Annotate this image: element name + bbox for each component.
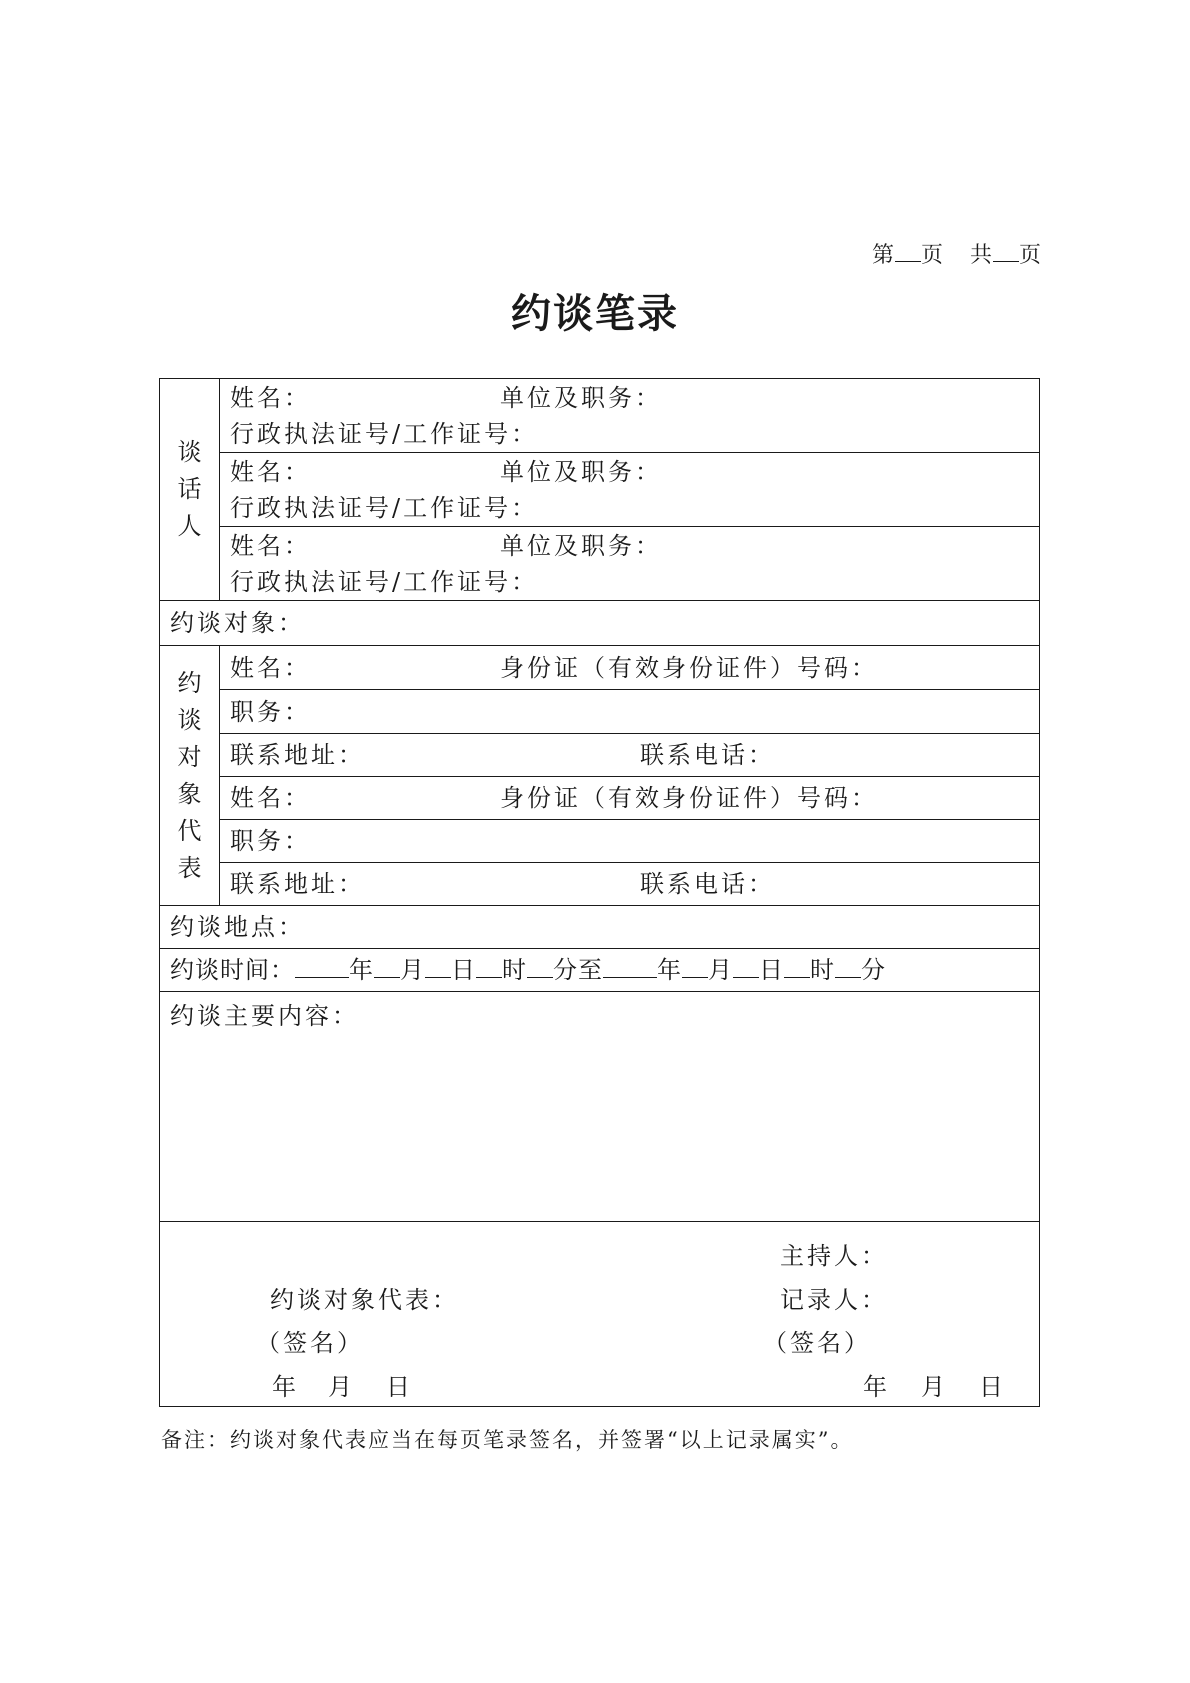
- rep-signature-label: 约谈对象代表：: [270, 1286, 459, 1314]
- start-year-unit: 年: [349, 956, 374, 984]
- end-hour-unit: 时: [810, 956, 835, 984]
- rep-2-id-label: 身份证（有效身份证件）号码：: [500, 784, 878, 812]
- rep-2-contact-row[interactable]: [220, 863, 1040, 906]
- interviewer-1-cert-label: 行政执法证号/工作证号：: [230, 419, 539, 448]
- total-suffix: 页: [1019, 243, 1043, 268]
- target-label: 约谈对象：: [170, 609, 305, 637]
- rep-1-phone-label: 联系电话：: [640, 741, 775, 769]
- total-prefix: 共: [970, 243, 994, 268]
- end-minute-blank[interactable]: [835, 957, 861, 978]
- total-pages-blank[interactable]: [993, 243, 1019, 262]
- page-number-blank[interactable]: [895, 243, 921, 262]
- interviewer-2-cert-label: 行政执法证号/工作证号：: [230, 493, 539, 522]
- document-title: 约谈笔录: [511, 291, 679, 337]
- page-counter: [872, 238, 1042, 269]
- interviewer-3-name-label: 姓名：: [230, 531, 311, 560]
- end-day-blank[interactable]: [733, 957, 759, 978]
- start-day-blank[interactable]: [425, 957, 451, 978]
- page-prefix: 第: [872, 243, 896, 268]
- interviewer-3-cert-label: 行政执法证号/工作证号：: [230, 567, 539, 596]
- start-hour-blank[interactable]: [476, 957, 502, 978]
- interviewer-1-name-label: 姓名：: [230, 383, 311, 412]
- interviewer-label: 谈 话 人: [160, 379, 220, 601]
- time-label: 约谈时间：: [170, 956, 295, 984]
- interviewer-3-unit-label: 单位及职务：: [500, 531, 662, 560]
- rep-2-position-label: 职务：: [230, 827, 311, 855]
- end-hour-blank[interactable]: [784, 957, 810, 978]
- end-year-blank[interactable]: [603, 957, 657, 978]
- end-month-blank[interactable]: [682, 957, 708, 978]
- rep-1-id-label: 身份证（有效身份证件）号码：: [500, 653, 878, 682]
- content-label: 约谈主要内容：: [170, 1002, 359, 1030]
- interviewer-2-name-label: 姓名：: [230, 457, 311, 486]
- time-field[interactable]: [160, 949, 1040, 992]
- rep-2-name-row[interactable]: [220, 777, 1040, 820]
- recorder-label: 记录人：: [780, 1286, 888, 1314]
- interviewer-row-3[interactable]: [220, 527, 1040, 601]
- interviewer-1-unit-label: 单位及职务：: [500, 383, 662, 412]
- rep-2-position-row[interactable]: [220, 820, 1040, 863]
- rep-date-year: 年: [272, 1373, 299, 1401]
- end-month-unit: 月: [708, 956, 733, 984]
- rep-1-position-label: 职务：: [230, 697, 311, 726]
- end-minute-unit: 分: [861, 956, 886, 984]
- recorder-date-day: 日: [979, 1373, 1006, 1401]
- target-field[interactable]: [160, 601, 1040, 646]
- recorder-sign-hint: （签名）: [763, 1329, 871, 1357]
- rep-2-phone-label: 联系电话：: [640, 870, 775, 898]
- start-month-unit: 月: [400, 956, 425, 984]
- start-minute-blank[interactable]: [527, 957, 553, 978]
- start-day-unit: 日: [451, 956, 476, 984]
- rep-2-name-label: 姓名：: [230, 784, 311, 812]
- rep-date-day: 日: [386, 1373, 413, 1401]
- location-field[interactable]: [160, 906, 1040, 949]
- rep-1-address-label: 联系地址：: [230, 741, 365, 769]
- rep-1-name-label: 姓名：: [230, 653, 311, 682]
- rep-2-address-label: 联系地址：: [230, 870, 365, 898]
- location-label: 约谈地点：: [170, 913, 305, 941]
- start-year-blank[interactable]: [295, 957, 349, 978]
- rep-1-contact-row[interactable]: [220, 734, 1040, 777]
- interviewer-row-2[interactable]: [220, 453, 1040, 527]
- rep-1-position-row[interactable]: [220, 690, 1040, 734]
- interviewer-2-unit-label: 单位及职务：: [500, 457, 662, 486]
- representative-label: 约 谈 对 象 代 表: [160, 646, 220, 906]
- footnote: 备注：约谈对象代表应当在每页笔录签名，并签署“以上记录属实”。: [161, 1428, 854, 1452]
- recorder-date-year: 年: [863, 1373, 890, 1401]
- end-day-unit: 日: [759, 956, 784, 984]
- rep-1-name-row[interactable]: [220, 646, 1040, 690]
- rep-date-month: 月: [328, 1373, 355, 1401]
- host-label: 主持人：: [780, 1242, 888, 1270]
- start-hour-unit: 时: [502, 956, 527, 984]
- interviewer-row-1[interactable]: [220, 379, 1040, 453]
- start-month-blank[interactable]: [374, 957, 400, 978]
- rep-sign-hint: （签名）: [256, 1329, 364, 1357]
- end-year-unit: 年: [657, 956, 682, 984]
- signature-area: [160, 1222, 1040, 1407]
- page-suffix: 页: [921, 243, 945, 268]
- recorder-date-month: 月: [921, 1373, 948, 1401]
- interview-record-form: [159, 378, 1040, 1407]
- start-minute-unit: 分至: [553, 956, 603, 984]
- content-field[interactable]: [160, 992, 1040, 1222]
